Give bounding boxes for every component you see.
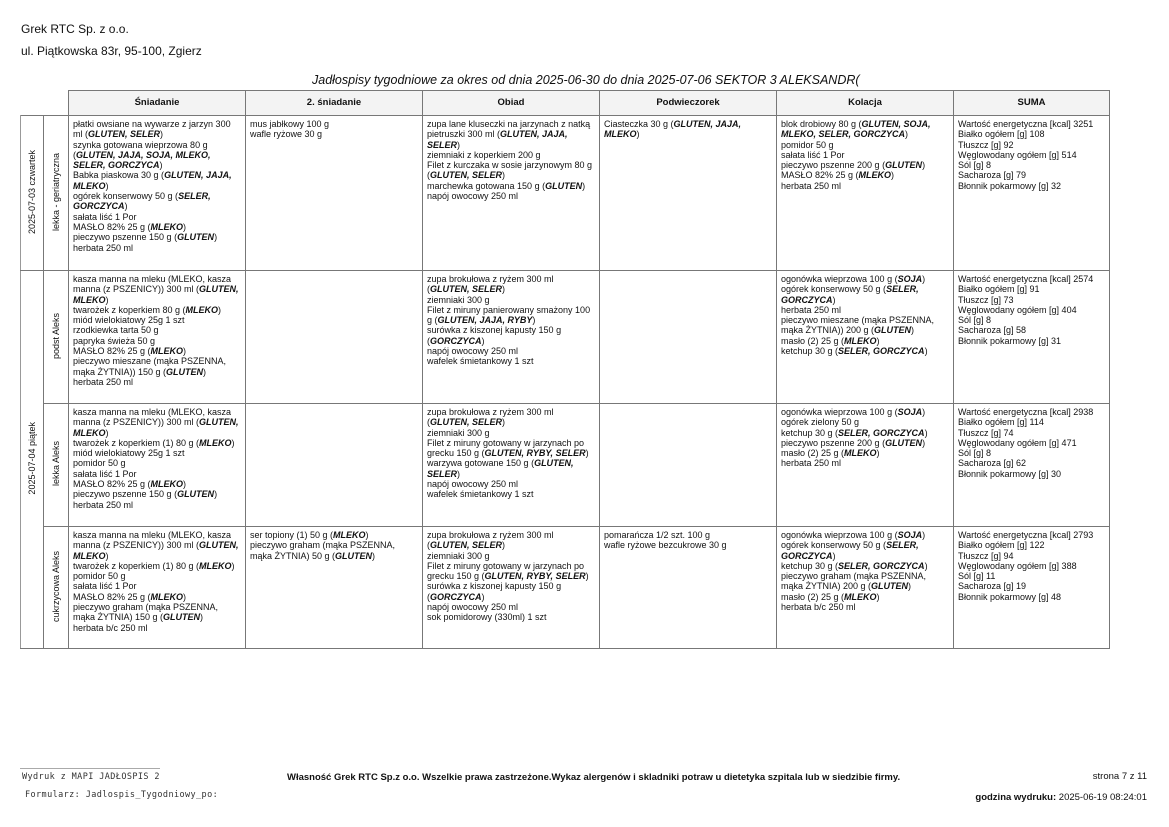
print-time — [975, 792, 1147, 803]
allergen-list: GLUTEN, JAJA, MLEKO — [604, 119, 742, 140]
allergen-list: MLEKO — [844, 448, 877, 459]
allergen-list: SELER, GORCZYCA — [73, 191, 211, 212]
meal-cell-second-breakfast: ser topiony (1) 50 g (MLEKO) pieczywo graham (mąka PSZENNA, mąka ŻYTNIA) 50 g (GLUTEN) — [246, 527, 423, 649]
meal-cell-breakfast: kasza manna na mleku (MLEKO, kasza manna (z PSZENICY)) 300 ml (GLUTEN, MLEKO) twarożek z koperkiem (1) 80 g (MLEKO) miód wielokiatowy 25g 1 szt pomidor 50 g sałata liść 1 Por MASŁO 82% 25 g (MLEKO) pieczywo pszenne 150 g (GLUTEN) herbata 250 ml — [69, 404, 246, 527]
allergen-list: GLUTEN, SELER — [430, 170, 503, 181]
day-date-cell — [21, 116, 44, 271]
meal-cell-second-breakfast — [246, 404, 423, 527]
allergen-list: SOJA — [897, 407, 923, 417]
footer-printout-source: Wydruk z MAPI JADŁOSPIS 2 — [22, 772, 160, 782]
diet-name: lekka Aleks — [50, 441, 61, 487]
allergen-list: MLEKO — [199, 437, 232, 448]
diet-name: cukrzycowa Aleks — [50, 550, 61, 622]
print-time-label: godzina wydruku: — [975, 792, 1057, 803]
allergen-list: GLUTEN, JAJA, RYBY — [437, 315, 533, 326]
nutrition-sum-cell: Wartość energetyczna [kcal] 2793 Białko ogółem [g] 122 Tłuszcz [g] 94 Węglowodany ogółem [g] 388 Sól [g] 11 Sacharoza [g] 19 Błonnik pokarmowy [g] 48 — [954, 527, 1110, 649]
column-header-afternoon-snack: Podwieczorek — [600, 91, 777, 116]
meal-cell-lunch: zupa brokułowa z ryżem 300 ml (GLUTEN, SELER) ziemniaki 300 g Filet z miruny gotowany w jarzynach po grecku 150 g (GLUTEN, RYBY, SELER) surówka z kiszonej kapusty 150 g (GORCZYCA) napój owocowy 250 ml sok pomidorowy (330ml) 1 szt — [423, 527, 600, 649]
allergen-list: GLUTEN, SOJA, MLEKO, SELER, GORCZYCA — [781, 119, 931, 140]
allergen-list: MLEKO — [150, 346, 184, 357]
allergen-list: SOJA — [897, 530, 923, 540]
allergen-list: GLUTEN, RYBY, SELER — [484, 448, 586, 459]
meal-cell-lunch: zupa brokułowa z ryżem 300 ml (GLUTEN, SELER) ziemniaki 300 g Filet z miruny panierowany smażony 100 g (GLUTEN, JAJA, RYBY) surówka z kiszonej kapusty 150 g (GORCZYCA) napój owocowy 250 ml wafelek śmietankowy 1 szt — [423, 271, 600, 404]
meal-cell-supper: ogonówka wieprzowa 100 g (SOJA) ogórek konserwowy 50 g (SELER, GORCZYCA) ketchup 30 g (SELER, GORCZYCA) pieczywo graham (mąka PSZENNA, mąka ŻYTNIA) 200 g (GLUTEN) masło (2) 25 g (MLEKO) herbata b/c 250 ml — [777, 527, 954, 649]
weekly-menu-table — [20, 90, 1110, 649]
allergen-list: GLUTEN — [885, 160, 923, 171]
allergen-list: GLUTEN — [335, 550, 373, 561]
meal-cell-lunch: zupa lane kluseczki na jarzynach z natką pietruszki 300 ml (GLUTEN, JAJA, SELER) ziemniaki z koperkiem 200 g Filet z kurczaka w sosie jarzynowym 80 g (GLUTEN, SELER) marchewka gotowana 150 g (GLUTEN) napój owocowy 250 ml — [423, 116, 600, 271]
print-time-value: 2025-06-19 08:24:01 — [1058, 792, 1147, 803]
meal-cell-breakfast: kasza manna na mleku (MLEKO, kasza manna (z PSZENICY)) 300 ml (GLUTEN, MLEKO) twarożek z koperkiem 80 g (MLEKO) miód wielokiatowy 25g 1 szt rzodkiewka tarta 50 g papryka świeża 50 g MASŁO 82% 25 g (MLEKO) pieczywo mieszane (mąka PSZENNA, mąka ŻYTNIA)) 150 g (GLUTEN) herbata 250 ml — [69, 271, 246, 404]
company-address: ul. Piątkowska 83r, 95-100, Zgierz — [21, 44, 202, 58]
diet-cell — [44, 527, 69, 649]
header-blank — [21, 91, 44, 116]
allergen-list: MLEKO — [844, 335, 877, 346]
column-header-supper: Kolacja — [777, 91, 954, 116]
allergen-list: GLUTEN, RYBY, SELER — [484, 571, 586, 582]
allergen-list: GLUTEN — [177, 232, 215, 243]
allergen-list: MLEKO — [199, 560, 232, 571]
meal-cell-afternoon-snack — [600, 404, 777, 527]
footer-divider — [20, 768, 160, 769]
column-header-breakfast: Śniadanie — [69, 91, 246, 116]
allergen-list: SOJA — [897, 274, 923, 284]
footer-ownership-notice: Własność Grek RTC Sp.z o.o. Wszelkie prawa zastrzeżone.Wykaz alergenów i skladniki potraw u dietetyka szpitala lub w siedzibie firmy. — [287, 772, 901, 783]
meal-cell-breakfast: kasza manna na mleku (MLEKO, kasza manna (z PSZENICY)) 300 ml (GLUTEN, MLEKO) twarożek z koperkiem (1) 80 g (MLEKO) pomidor 50 g sałata liść 1 Por MASŁO 82% 25 g (MLEKO) pieczywo graham (mąka PSZENNA, mąka ŻYTNIA) 150 g (GLUTEN) herbata b/c 250 ml — [69, 527, 246, 649]
allergen-list: GLUTEN, SELER — [430, 540, 503, 551]
day-date-cell — [21, 271, 44, 649]
meal-cell-second-breakfast: mus jabłkowy 100 g wafle ryżowe 30 g — [246, 116, 423, 271]
meal-cell-lunch: zupa brokułowa z ryżem 300 ml (GLUTEN, SELER) ziemniaki 300 g Filet z miruny gotowany w jarzynach po grecku 150 g (GLUTEN, RYBY, SELER) warzywa gotowane 150 g (GLUTEN, SELER) napój owocowy 250 ml wafelek śmietankowy 1 szt — [423, 404, 600, 527]
allergen-list: SELER, GORCZYCA — [838, 346, 925, 357]
diet-name: lekka - geriatryczna — [50, 152, 61, 231]
allergen-list: MLEKO — [150, 591, 184, 602]
nutrition-sum-cell: Wartość energetyczna [kcal] 2574 Białko ogółem [g] 91 Tłuszcz [g] 73 Węglowodany ogółem [g] 404 Sól [g] 8 Sacharoza [g] 58 Błonnik pokarmowy [g] 31 — [954, 271, 1110, 404]
table-row — [21, 527, 1110, 649]
meal-cell-breakfast: płatki owsiane na wywarze z jarzyn 300 ml (GLUTEN, SELER) szynka gotowana wieprzowa 80 g (GLUTEN, JAJA, SOJA, MLEKO, SELER, GORCZYCA) Babka piaskowa 30 g (GLUTEN, JAJA, MLEKO) ogórek konserwowy 50 g (SELER, GORCZYCA) sałata liść 1 Por MASŁO 82% 25 g (MLEKO) pieczywo pszenne 150 g (GLUTEN) herbata 250 ml — [69, 116, 246, 271]
allergen-list: SELER, GORCZYCA — [781, 284, 919, 305]
column-header-sum: SUMA — [954, 91, 1110, 116]
allergen-list: GLUTEN — [163, 612, 201, 623]
allergen-list: GLUTEN, MLEKO — [73, 417, 239, 438]
meal-cell-afternoon-snack — [600, 271, 777, 404]
page-number: strona 7 z 11 — [1092, 771, 1147, 782]
allergen-list: GLUTEN, MLEKO — [73, 284, 239, 305]
page-title: Jadłospisy tygodniowe za okres od dnia 2025-06-30 do dnia 2025-07-06 SEKTOR 3 ALEKSANDR( — [312, 73, 860, 87]
allergen-list: GLUTEN, SELER — [430, 417, 503, 428]
allergen-list: MLEKO — [844, 591, 877, 602]
table-row — [21, 116, 1110, 271]
meal-cell-afternoon-snack: Ciasteczka 30 g (GLUTEN, JAJA, MLEKO) — [600, 116, 777, 271]
diet-cell — [44, 404, 69, 527]
meal-cell-afternoon-snack: pomarańcza 1/2 szt. 100 g wafle ryżowe bezcukrowe 30 g — [600, 527, 777, 649]
table-row — [21, 271, 1110, 404]
allergen-list: GLUTEN — [871, 581, 909, 592]
allergen-list: MLEKO — [333, 530, 366, 540]
table-row — [21, 404, 1110, 527]
allergen-list: GORCZYCA — [430, 591, 482, 602]
allergen-list: GORCZYCA — [430, 335, 482, 346]
allergen-list: SELER, GORCZYCA — [781, 540, 919, 561]
allergen-list: MLEKO — [150, 221, 184, 232]
allergen-list: GLUTEN, SELER — [430, 284, 503, 295]
allergen-list: SELER, GORCZYCA — [838, 560, 925, 571]
allergen-list: GLUTEN — [166, 366, 204, 377]
diet-name: podst Aleks — [50, 312, 61, 359]
column-header-row — [21, 91, 1110, 116]
diet-cell — [44, 271, 69, 404]
day-date: 2025-07-03 czwartek — [26, 149, 37, 234]
allergen-list: MLEKO — [858, 170, 892, 181]
column-header-second-breakfast: 2. śniadanie — [246, 91, 423, 116]
meal-cell-second-breakfast — [246, 271, 423, 404]
allergen-list: GLUTEN, MLEKO — [73, 540, 239, 561]
footer-form-name: Formularz: Jadlospis_Tygodniowy_po: — [25, 790, 219, 800]
allergen-list: GLUTEN — [874, 325, 912, 336]
allergen-list: GLUTEN — [885, 437, 923, 448]
diet-cell — [44, 116, 69, 271]
allergen-list: GLUTEN, SELER — [88, 129, 161, 140]
meal-cell-supper: ogonówka wieprzowa 100 g (SOJA) ogórek konserwowy 50 g (SELER, GORCZYCA) herbata 250 ml pieczywo mieszane (mąka PSZENNA, mąka ŻYTNIA)) 200 g (GLUTEN) masło (2) 25 g (MLEKO) ketchup 30 g (SELER, GORCZYCA) — [777, 271, 954, 404]
column-header-lunch: Obiad — [423, 91, 600, 116]
allergen-list: GLUTEN — [545, 180, 583, 191]
nutrition-sum-cell: Wartość energetyczna [kcal] 2938 Białko ogółem [g] 114 Tłuszcz [g] 74 Węglowodany ogółem [g] 471 Sól [g] 8 Sacharoza [g] 62 Błonnik pokarmowy [g] 30 — [954, 404, 1110, 527]
meal-cell-supper: blok drobiowy 80 g (GLUTEN, SOJA, MLEKO, SELER, GORCZYCA) pomidor 50 g sałata liść 1 Por pieczywo pszenne 200 g (GLUTEN) MASŁO 82% 25 g (MLEKO) herbata 250 ml — [777, 116, 954, 271]
allergen-list: GLUTEN, SELER — [427, 458, 574, 479]
allergen-list: GLUTEN, JAJA, MLEKO — [73, 170, 232, 191]
allergen-list: MLEKO — [185, 304, 219, 315]
company-name: Grek RTC Sp. z o.o. — [21, 22, 129, 36]
meal-cell-supper: ogonówka wieprzowa 100 g (SOJA) ogórek zielony 50 g ketchup 30 g (SELER, GORCZYCA) pieczywo pszenne 200 g (GLUTEN) masło (2) 25 g (MLEKO) herbata 250 ml — [777, 404, 954, 527]
allergen-list: GLUTEN — [177, 489, 215, 500]
allergen-list: SELER, GORCZYCA — [838, 427, 925, 438]
allergen-list: MLEKO — [150, 479, 184, 490]
header-blank — [44, 91, 69, 116]
day-date: 2025-07-04 piątek — [26, 422, 37, 495]
nutrition-sum-cell: Wartość energetyczna [kcal] 3251 Białko ogółem [g] 108 Tłuszcz [g] 92 Węglowodany ogółem [g] 514 Sól [g] 8 Sacharoza [g] 79 Błonnik pokarmowy [g] 32 — [954, 116, 1110, 271]
allergen-list: GLUTEN, JAJA, SOJA, MLEKO, SELER, GORCZYCA — [73, 149, 211, 171]
allergen-list: GLUTEN, JAJA, SELER — [427, 129, 568, 150]
